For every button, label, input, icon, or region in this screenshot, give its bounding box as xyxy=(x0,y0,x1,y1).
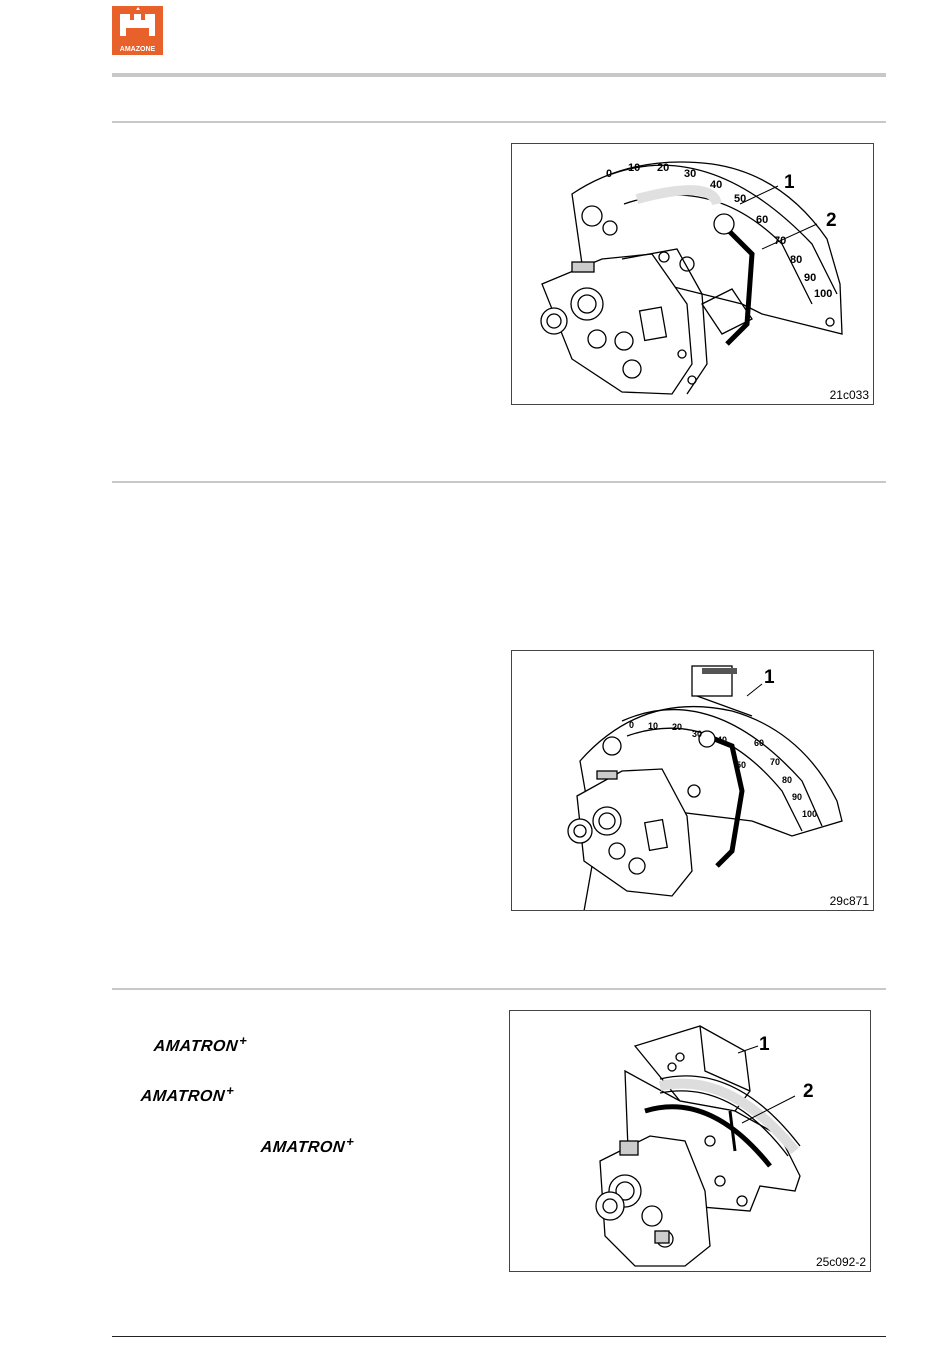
scale-tick-label: 80 xyxy=(782,775,793,785)
scale-tick-label: 50 xyxy=(734,193,747,205)
scale-tick-label: 90 xyxy=(792,792,803,802)
amazone-logo-icon xyxy=(112,6,163,55)
amatron-label xyxy=(140,1083,236,1106)
amatron-label xyxy=(153,1033,249,1056)
amatron-text: AMATRON xyxy=(152,1038,239,1055)
brand-logo xyxy=(112,6,163,55)
figure-1 xyxy=(511,143,874,405)
callout-label: 2 xyxy=(803,1081,814,1102)
amatron-text: AMATRON xyxy=(259,1139,346,1156)
scale-tick-label: 30 xyxy=(684,168,697,180)
scale-tick-label: 0 xyxy=(629,720,635,730)
figure-code: 21c033 xyxy=(829,388,869,402)
section-divider xyxy=(112,121,886,123)
figure-code: 29c871 xyxy=(829,894,869,908)
scale-tick-label: 100 xyxy=(814,288,833,300)
metering-gearbox-drawing xyxy=(512,651,873,910)
amatron-suffix: + xyxy=(238,1033,249,1048)
amatron-suffix: + xyxy=(225,1083,236,1098)
footer-rule xyxy=(112,1336,886,1337)
scale-tick-label: 70 xyxy=(774,235,787,247)
scale-tick-label: 50 xyxy=(736,760,747,770)
scale-tick-label: 90 xyxy=(804,272,817,284)
scale-tick-label: 100 xyxy=(802,809,818,819)
scale-tick-label: 80 xyxy=(790,254,803,266)
scale-tick-label: 30 xyxy=(692,729,703,739)
section-divider xyxy=(112,481,886,483)
figure-2 xyxy=(511,650,874,911)
amatron-text: AMATRON xyxy=(139,1088,226,1105)
scale-tick-label: 10 xyxy=(628,162,641,174)
amatron-suffix: + xyxy=(345,1134,356,1149)
callout-label: 1 xyxy=(764,667,775,688)
metering-gearbox-with-actuator-drawing xyxy=(510,1011,870,1271)
scale-tick-label: 40 xyxy=(717,735,728,745)
amatron-label xyxy=(260,1134,356,1157)
callout-label: 1 xyxy=(759,1034,770,1055)
scale-tick-label: 20 xyxy=(657,162,670,174)
metering-gearbox-drawing xyxy=(512,144,873,404)
header-rule xyxy=(112,73,886,77)
scale-tick-label: 70 xyxy=(770,757,781,767)
scale-tick-label: 0 xyxy=(606,168,613,180)
figure-3 xyxy=(509,1010,871,1272)
scale-tick-label: 60 xyxy=(756,214,769,226)
logo-text: AMAZONE xyxy=(119,46,156,53)
scale-tick-label: 10 xyxy=(648,721,659,731)
section-divider xyxy=(112,988,886,990)
callout-label: 2 xyxy=(826,210,837,231)
figure-code: 25c092-2 xyxy=(815,1255,866,1269)
scale-tick-label: 20 xyxy=(672,722,683,732)
scale-tick-label: 60 xyxy=(754,738,765,748)
callout-label: 1 xyxy=(784,172,795,193)
scale-tick-label: 40 xyxy=(710,179,723,191)
